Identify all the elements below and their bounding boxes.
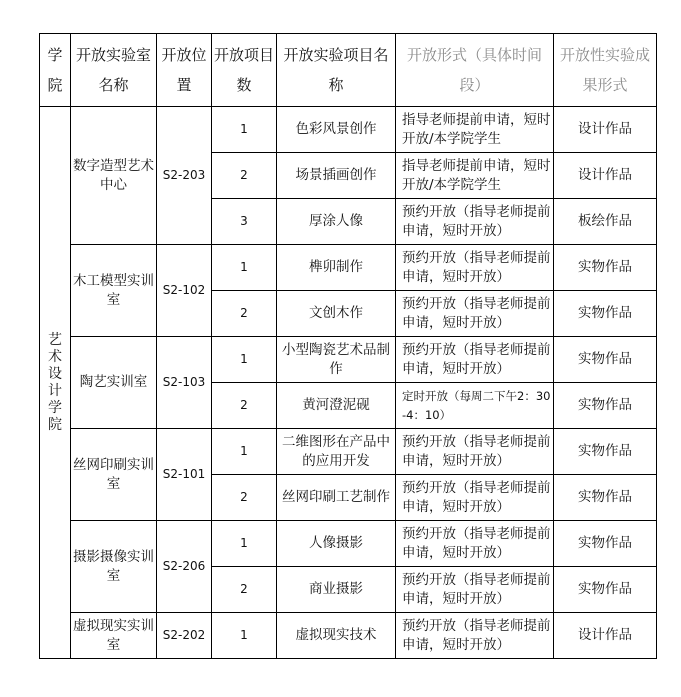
header-item-count: 开放项目数 (212, 34, 277, 107)
lab-name-cell: 陶艺实训室 (71, 337, 157, 429)
project-result-cell: 实物作品 (554, 383, 657, 429)
lab-location-cell: S2-202 (157, 613, 212, 659)
project-result-cell: 实物作品 (554, 291, 657, 337)
header-format: 开放形式（具体时间段） (396, 34, 554, 107)
project-format-cell: 定时开放（每周二下午2：30-4：10） (396, 383, 554, 429)
header-project-name: 开放实验项目名称 (277, 34, 396, 107)
header-lab-name: 开放实验室名称 (71, 34, 157, 107)
project-number-cell: 1 (212, 337, 277, 383)
project-format-cell: 预约开放（指导老师提前申请，短时开放） (396, 245, 554, 291)
project-number-cell: 1 (212, 429, 277, 475)
table-row (40, 521, 657, 567)
project-name-cell: 黄河澄泥砚 (277, 383, 396, 429)
project-name-cell: 文创木作 (277, 291, 396, 337)
project-format-cell: 预约开放（指导老师提前申请，短时开放） (396, 291, 554, 337)
project-number-cell: 1 (212, 613, 277, 659)
college-name: 艺术设计学院 (48, 331, 62, 433)
header-location: 开放位置 (157, 34, 212, 107)
project-result-cell: 设计作品 (554, 153, 657, 199)
table-row (40, 429, 657, 475)
project-name-cell: 厚涂人像 (277, 199, 396, 245)
lab-name-cell: 摄影摄像实训室 (71, 521, 157, 613)
project-result-cell: 实物作品 (554, 567, 657, 613)
project-result-cell: 板绘作品 (554, 199, 657, 245)
lab-location-cell: S2-203 (157, 107, 212, 245)
project-format-cell: 指导老师提前申请，短时开放/本学院学生 (396, 107, 554, 153)
project-number-cell: 3 (212, 199, 277, 245)
project-format-cell: 预约开放（指导老师提前申请，短时开放） (396, 521, 554, 567)
project-format-cell: 指导老师提前申请，短时开放/本学院学生 (396, 153, 554, 199)
project-format-cell: 预约开放（指导老师提前申请，短时开放） (396, 199, 554, 245)
project-format-cell: 预约开放（指导老师提前申请，短时开放） (396, 429, 554, 475)
project-format-cell: 预约开放（指导老师提前申请，短时开放） (396, 337, 554, 383)
project-format-cell: 预约开放（指导老师提前申请，短时开放） (396, 475, 554, 521)
project-format-cell: 预约开放（指导老师提前申请，短时开放） (396, 613, 554, 659)
project-format-cell: 预约开放（指导老师提前申请，短时开放） (396, 567, 554, 613)
project-name-cell: 榫卯制作 (277, 245, 396, 291)
table-row (40, 613, 657, 659)
lab-name-cell: 数字造型艺术中心 (71, 107, 157, 245)
lab-location-cell: S2-102 (157, 245, 212, 337)
lab-schedule-table (39, 33, 657, 659)
project-name-cell: 商业摄影 (277, 567, 396, 613)
lab-name-cell: 木工模型实训室 (71, 245, 157, 337)
table-row (40, 337, 657, 383)
lab-location-cell: S2-101 (157, 429, 212, 521)
project-result-cell: 实物作品 (554, 521, 657, 567)
table-row (40, 107, 657, 153)
project-number-cell: 1 (212, 245, 277, 291)
project-result-cell: 设计作品 (554, 107, 657, 153)
project-name-cell: 人像摄影 (277, 521, 396, 567)
project-result-cell: 设计作品 (554, 613, 657, 659)
project-name-cell: 丝网印刷工艺制作 (277, 475, 396, 521)
header-result: 开放性实验成果形式 (554, 34, 657, 107)
project-number-cell: 2 (212, 153, 277, 199)
project-name-cell: 二维图形在产品中的应用开发 (277, 429, 396, 475)
project-result-cell: 实物作品 (554, 475, 657, 521)
table-body (40, 107, 657, 659)
header-row (40, 34, 657, 107)
project-result-cell: 实物作品 (554, 337, 657, 383)
project-number-cell: 1 (212, 107, 277, 153)
project-number-cell: 2 (212, 567, 277, 613)
lab-location-cell: S2-206 (157, 521, 212, 613)
project-number-cell: 1 (212, 521, 277, 567)
project-name-cell: 虚拟现实技术 (277, 613, 396, 659)
project-number-cell: 2 (212, 291, 277, 337)
college-cell (40, 107, 71, 659)
project-number-cell: 2 (212, 475, 277, 521)
project-result-cell: 实物作品 (554, 429, 657, 475)
table-row (40, 245, 657, 291)
lab-name-cell: 丝网印刷实训室 (71, 429, 157, 521)
header-college: 学院 (40, 34, 71, 107)
project-number-cell: 2 (212, 383, 277, 429)
lab-name-cell: 虚拟现实实训室 (71, 613, 157, 659)
project-result-cell: 实物作品 (554, 245, 657, 291)
project-name-cell: 色彩风景创作 (277, 107, 396, 153)
lab-location-cell: S2-103 (157, 337, 212, 429)
project-name-cell: 小型陶瓷艺术品制作 (277, 337, 396, 383)
project-name-cell: 场景插画创作 (277, 153, 396, 199)
